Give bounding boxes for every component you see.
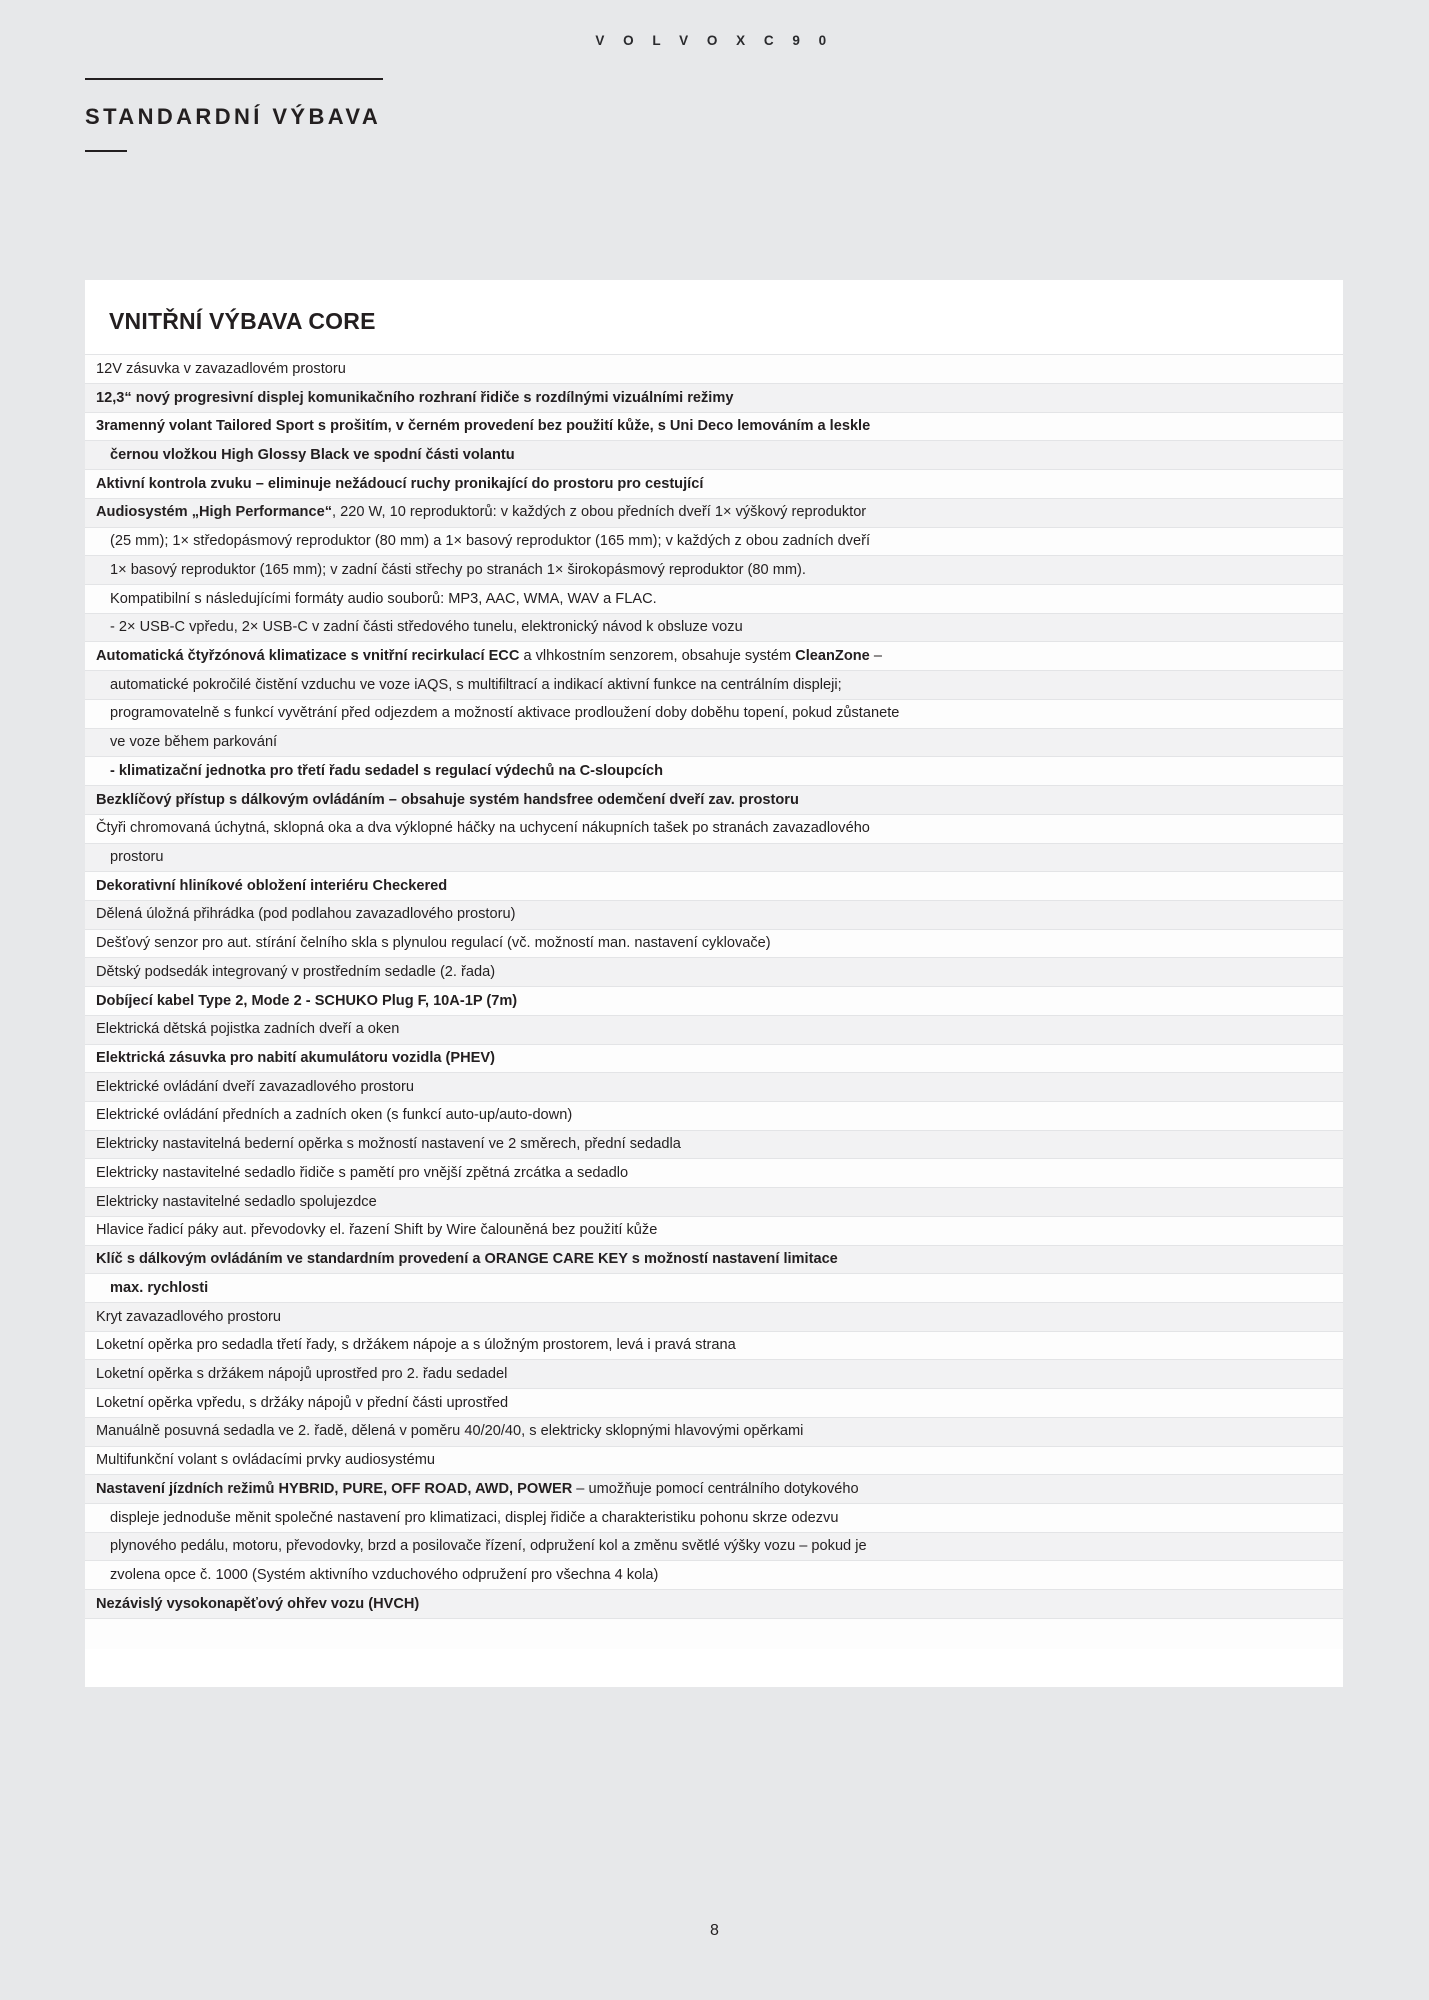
equipment-row: Loketní opěrka vpředu, s držáky nápojů v přední části uprostřed — [85, 1388, 1343, 1417]
equipment-row: programovatelně s funkcí vyvětrání před odjezdem a možností aktivace prodloužení doby doběhu topení, pokud zůstanete — [85, 699, 1343, 728]
equipment-row: Elektrická dětská pojistka zadních dveří a oken — [85, 1015, 1343, 1044]
title-rule-bottom — [85, 150, 127, 152]
brand-header: V O L V O X C 9 0 — [595, 33, 834, 48]
equipment-row: Bezklíčový přístup s dálkovým ovládáním – obsahuje systém handsfree odemčení dveří zav. prostoru — [85, 785, 1343, 814]
equipment-row: plynového pedálu, motoru, převodovky, brzd a posilovače řízení, odpružení kol a změnu světlé výšky vozu – pokud je — [85, 1532, 1343, 1561]
equipment-row: Loketní opěrka pro sedadla třetí řady, s držákem nápoje a s úložným prostorem, levá i pravá strana — [85, 1331, 1343, 1360]
title-rule-top — [85, 78, 383, 80]
equipment-row: - 2× USB-C vpředu, 2× USB-C v zadní části středového tunelu, elektronický návod k obsluze vozu — [85, 613, 1343, 642]
equipment-row: Nastavení jízdních režimů HYBRID, PURE, OFF ROAD, AWD, POWER – umožňuje pomocí centrálního dotykového — [85, 1474, 1343, 1503]
equipment-row: Elektricky nastavitelné sedadlo řidiče s pamětí pro vnější zpětná zrcátka a sedadlo — [85, 1158, 1343, 1187]
equipment-row: prostoru — [85, 843, 1343, 872]
equipment-row: (25 mm); 1× středopásmový reproduktor (80 mm) a 1× basový reproduktor (165 mm); v každých z obou zadních dveří — [85, 527, 1343, 556]
equipment-row: Elektrické ovládání předních a zadních oken (s funkcí auto-up/auto-down) — [85, 1101, 1343, 1130]
equipment-row: 12,3“ nový progresivní displej komunikačního rozhraní řidiče s rozdílnými vizuálními režimy — [85, 383, 1343, 412]
equipment-panel — [85, 280, 1343, 1687]
equipment-row: Aktivní kontrola zvuku – eliminuje nežádoucí ruchy pronikající do prostoru pro cestující — [85, 469, 1343, 498]
equipment-row: - klimatizační jednotka pro třetí řadu sedadel s regulací výdechů na C-sloupcích — [85, 756, 1343, 785]
equipment-row: Klíč s dálkovým ovládáním ve standardním provedení a ORANGE CARE KEY s možností nastavení limitace — [85, 1245, 1343, 1274]
equipment-row: Dešťový senzor pro aut. stírání čelního skla s plynulou regulací (vč. možností man. nastavení cyklovače) — [85, 929, 1343, 958]
equipment-row: 12V zásuvka v zavazadlovém prostoru — [85, 354, 1343, 383]
equipment-row: Dětský podsedák integrovaný v prostředním sedadle (2. řada) — [85, 957, 1343, 986]
equipment-row: Automatická čtyřzónová klimatizace s vnitřní recirkulací ECC a vlhkostním senzorem, obsahuje systém CleanZone – — [85, 641, 1343, 670]
page-title-block — [85, 78, 383, 152]
page-number: 8 — [710, 1922, 719, 1939]
equipment-row: Kryt zavazadlového prostoru — [85, 1302, 1343, 1331]
equipment-row: Kompatibilní s následujícími formáty audio souborů: MP3, AAC, WMA, WAV a FLAC. — [85, 584, 1343, 613]
equipment-row: Nezávislý vysokonapěťový ohřev vozu (HVCH) — [85, 1589, 1343, 1618]
list-end-spacer — [85, 1618, 1343, 1649]
equipment-row: Loketní opěrka s držákem nápojů uprostřed pro 2. řadu sedadel — [85, 1359, 1343, 1388]
equipment-row: Multifunkční volant s ovládacími prvky audiosystému — [85, 1446, 1343, 1475]
equipment-row: Elektricky nastavitelná bederní opěrka s možností nastavení ve 2 směrech, přední sedadla — [85, 1130, 1343, 1159]
equipment-row: Elektrická zásuvka pro nabití akumulátoru vozidla (PHEV) — [85, 1044, 1343, 1073]
equipment-row: max. rychlosti — [85, 1273, 1343, 1302]
equipment-row: 1× basový reproduktor (165 mm); v zadní části střechy po stranách 1× širokopásmový reproduktor (80 mm). — [85, 555, 1343, 584]
equipment-row: Dekorativní hliníkové obložení interiéru Checkered — [85, 871, 1343, 900]
equipment-row: Elektrické ovládání dveří zavazadlového prostoru — [85, 1072, 1343, 1101]
equipment-row: černou vložkou High Glossy Black ve spodní části volantu — [85, 440, 1343, 469]
equipment-row: ve voze během parkování — [85, 728, 1343, 757]
equipment-row: Audiosystém „High Performance“, 220 W, 10 reproduktorů: v každých z obou předních dveří 1× výškový reproduktor — [85, 498, 1343, 527]
equipment-row: 3ramenný volant Tailored Sport s prošitím, v černém provedení bez použití kůže, s Uni Deco lemováním a leskle — [85, 412, 1343, 441]
equipment-row: Manuálně posuvná sedadla ve 2. řadě, dělená v poměru 40/20/40, s elektricky sklopnými hlavovými opěrkami — [85, 1417, 1343, 1446]
equipment-row: zvolena opce č. 1000 (Systém aktivního vzduchového odpružení pro všechna 4 kola) — [85, 1560, 1343, 1589]
equipment-row: Čtyři chromovaná úchytná, sklopná oka a dva výklopné háčky na uchycení nákupních tašek po stranách zavazadlového — [85, 814, 1343, 843]
equipment-row: Dělená úložná přihrádka (pod podlahou zavazadlového prostoru) — [85, 900, 1343, 929]
equipment-row: Elektricky nastavitelné sedadlo spolujezdce — [85, 1187, 1343, 1216]
page-title: STANDARDNÍ VÝBAVA — [85, 104, 382, 129]
equipment-row: displeje jednoduše měnit společné nastavení pro klimatizaci, displej řidiče a charakteristiku pohonu skrze odezvu — [85, 1503, 1343, 1532]
equipment-row: automatické pokročilé čistění vzduchu ve voze iAQS, s multifiltrací a indikací aktivní funkce na centrálním displeji; — [85, 670, 1343, 699]
equipment-row: Hlavice řadicí páky aut. převodovky el. řazení Shift by Wire čalouněná bez použití kůže — [85, 1216, 1343, 1245]
equipment-row: Dobíjecí kabel Type 2, Mode 2 - SCHUKO Plug F, 10A-1P (7m) — [85, 986, 1343, 1015]
equipment-list — [85, 354, 1343, 1687]
panel-heading: VNITŘNÍ VÝBAVA CORE — [109, 308, 376, 334]
